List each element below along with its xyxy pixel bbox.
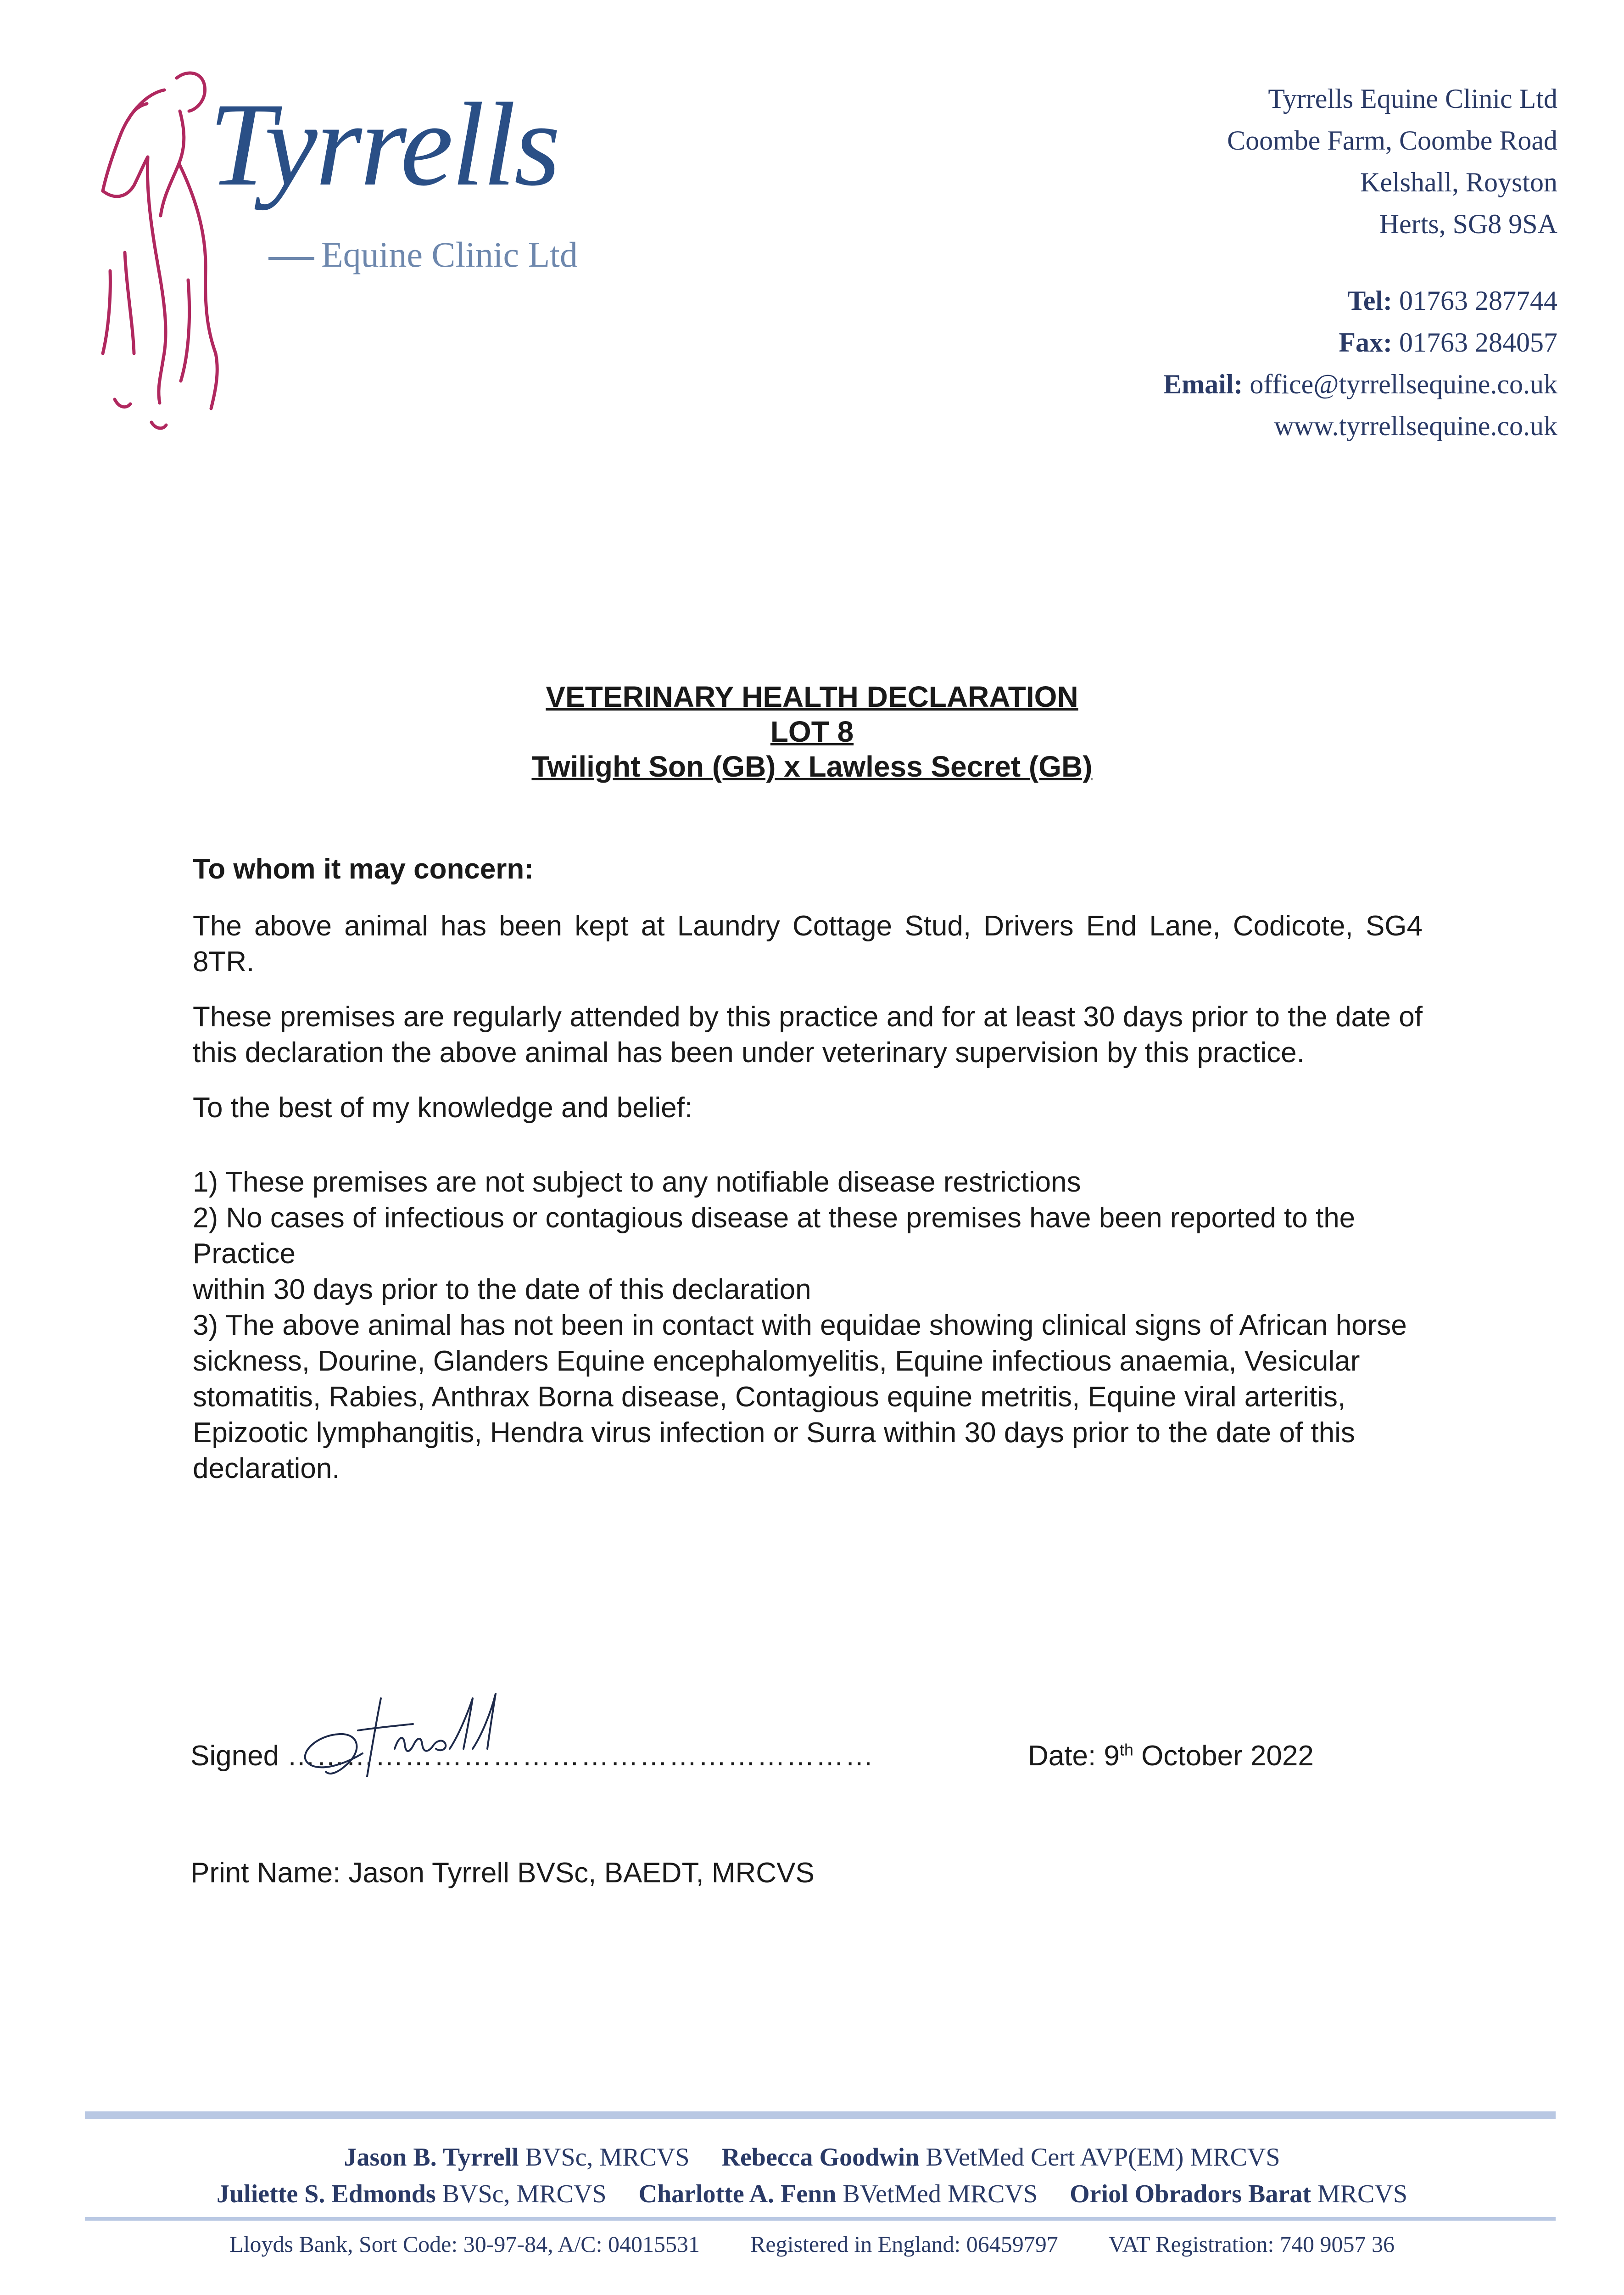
signed-label: Signed [190, 1740, 279, 1772]
vet-name: Oriol Obradors Barat [1070, 2180, 1311, 2208]
footer-company-info [0, 2231, 1624, 2257]
footer-divider [85, 2217, 1556, 2221]
date-ordinal: th [1119, 1740, 1133, 1759]
vet-quals: BVSc, MRCVS [519, 2143, 690, 2172]
declaration-item: declaration. [193, 1453, 340, 1484]
greeting: To whom it may concern: [193, 853, 534, 885]
vet-quals: MRCVS [1311, 2180, 1407, 2208]
declaration-item: Epizootic lymphangitis, Hendra virus infection or Surra within 30 days prior to the date of this [193, 1417, 1355, 1449]
handwritten-signature [289, 1680, 546, 1790]
fax-line [1163, 322, 1557, 364]
tel-label: Tel: [1347, 285, 1392, 316]
vet-name: Jason B. Tyrrell [344, 2143, 519, 2172]
footer-staff [0, 2139, 1624, 2212]
staff-row [0, 2176, 1624, 2212]
email-line [1163, 364, 1557, 405]
declaration-item: stomatitis, Rabies, Anthrax Borna disease, Contagious equine metritis, Equine viral arteritis, [193, 1381, 1346, 1413]
clinic-address [1227, 78, 1557, 245]
declaration-date [1028, 1740, 1314, 1772]
vet-name: Juliette S. Edmonds [217, 2180, 436, 2208]
declaration-item: sickness, Dourine, Glanders Equine encephalomyelitis, Equine infectious anaemia, Vesicular [193, 1345, 1360, 1377]
brand-wordmark: Tyrrells [209, 78, 559, 211]
tel-value: 01763 287744 [1399, 285, 1557, 316]
declaration-item: 3) The above animal has not been in contact with equidae showing clinical signs of African horse [193, 1310, 1407, 1341]
tel-line [1163, 280, 1557, 322]
footer-divider [85, 2111, 1556, 2119]
clinic-contact [1163, 280, 1557, 447]
address-line: Kelshall, Royston [1360, 167, 1557, 197]
print-name: Print Name: Jason Tyrrell BVSc, BAEDT, MRCVS [190, 1857, 815, 1889]
declaration-item: 1) These premises are not subject to any notifiable disease restrictions [193, 1166, 1081, 1198]
vet-name: Rebecca Goodwin [721, 2143, 920, 2172]
paragraph: To the best of my knowledge and belief: [193, 1092, 693, 1124]
fax-label: Fax: [1339, 327, 1392, 358]
address-line: Coombe Farm, Coombe Road [1227, 125, 1557, 156]
vat-registration: VAT Registration: 740 9057 36 [1108, 2231, 1395, 2257]
brand-subtitle: Equine Clinic Ltd [321, 235, 578, 274]
declaration-item: 2) No cases of infectious or contagious disease at these premises have been reported to the Practice [193, 1202, 1356, 1270]
address-line: Herts, SG8 9SA [1379, 209, 1557, 239]
declaration-body [193, 851, 1423, 1487]
vet-quals: BVetMed MRCVS [836, 2180, 1038, 2208]
email-link[interactable]: office@tyrrellsequine.co.uk [1250, 369, 1557, 399]
lot-number: LOT 8 [770, 715, 854, 748]
vet-quals: BVSc, MRCVS [435, 2180, 607, 2208]
declaration-item: within 30 days prior to the date of this declaration [193, 1274, 811, 1305]
title-line: VETERINARY HEALTH DECLARATION [546, 680, 1078, 713]
company-registration: Registered in England: 06459797 [750, 2231, 1058, 2257]
vet-quals: BVetMed Cert AVP(EM) MRCVS [919, 2143, 1280, 2172]
signature-dots: …………………………………………………… [287, 1740, 875, 1772]
bank-details: Lloyds Bank, Sort Code: 30-97-84, A/C: 04015531 [229, 2231, 700, 2257]
email-label: Email: [1163, 369, 1243, 399]
website-link[interactable]: www.tyrrellsequine.co.uk [1274, 411, 1557, 441]
brand-rule [268, 257, 314, 260]
date-value: October 2022 [1133, 1740, 1314, 1772]
vet-name: Charlotte A. Fenn [638, 2180, 837, 2208]
fax-value: 01763 284057 [1399, 327, 1557, 358]
staff-row [0, 2139, 1624, 2176]
paragraph: The above animal has been kept at Laundry Cottage Stud, Drivers End Lane, Codicote, SG4 8TR. [193, 910, 1423, 978]
pedigree: Twilight Son (GB) x Lawless Secret (GB) [531, 750, 1093, 783]
date-label: Date: 9 [1028, 1740, 1120, 1772]
declaration-title [0, 679, 1624, 784]
declaration-items [193, 1164, 1423, 1487]
paragraph: These premises are regularly attended by this practice and for at least 30 days prior to the date of this declaration the above animal has been under veterinary supervision by this practice. [193, 1001, 1423, 1069]
address-line: Tyrrells Equine Clinic Ltd [1268, 84, 1557, 114]
